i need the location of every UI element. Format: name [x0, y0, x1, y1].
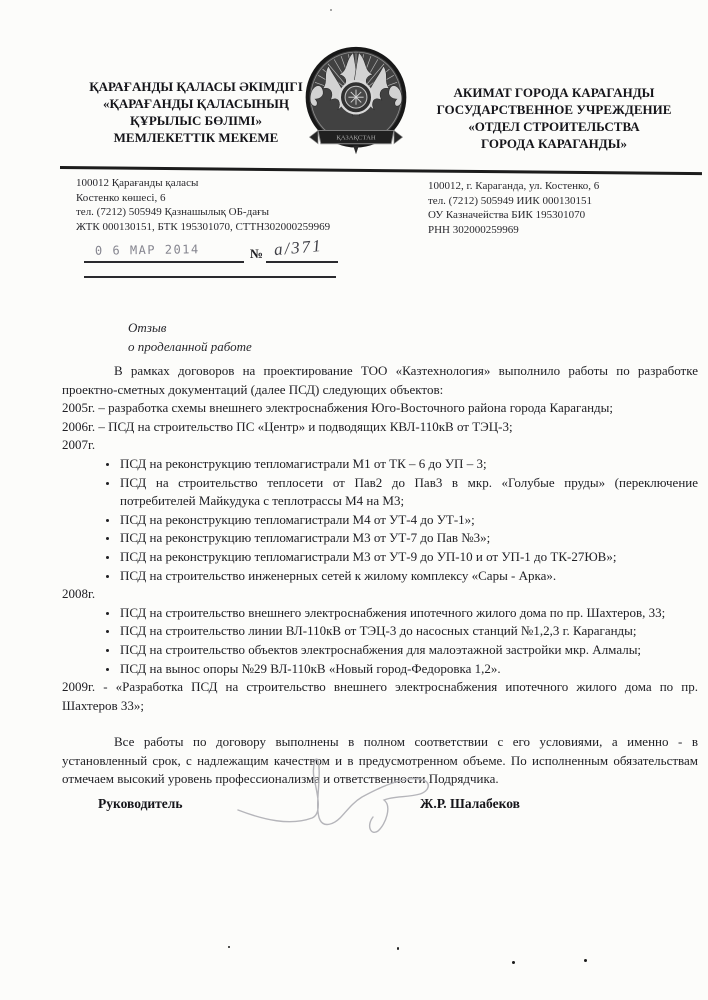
letter-title: [128, 318, 252, 356]
contact-line: тел. (7212) 505949 Қазнашылық ОБ-дағы: [76, 206, 269, 219]
list-item: • ПСД на строительство линии ВЛ-110кВ от ТЭЦ-3 до насосных станций №1,2,3 г. Караганды;: [119, 622, 698, 641]
contact-line: РНН 302000259969: [428, 223, 519, 236]
closing-paragraph: Все работы по договору выполнены в полном соответствии с его условиями, а именно - в установленный срок, с надлежащим качеством и в предусмотренном объеме. По исполненным обязательствам отмечаем высокий уровень профессионализма и ответственности Подрядчика.: [62, 734, 698, 787]
list-item: • ПСД на реконструкцию тепломагистрали М3 от УТ-7 до Пав №3»;: [119, 529, 698, 548]
contact-line: 100012 Қарағанды қаласы: [76, 177, 199, 189]
signer-title: Руководитель: [98, 796, 183, 811]
list-item: • ПСД на строительство теплосети от Пав2 до Пав3 в мкр. «Голубые пруды» (переключение потребителей Майкудука с теплотрассы М4 на М3;: [119, 474, 698, 511]
project-list-2007: [62, 455, 698, 585]
org-name-ru-line: ГОСУДАРСТВЕННОЕ УЧРЕЖДЕНИЕ: [436, 102, 672, 117]
list-item: • ПСД на реконструкцию тепломагистрали М1 от ТК – 6 до УП – 3;: [119, 455, 698, 474]
org-name-kazakh: [52, 78, 340, 146]
intro-paragraph: В рамках договоров на проектирование ТОО «Казтехнология» выполнило работы по разработке проектно-сметных документаций (далее ПСД) следующих объектов:: [62, 363, 698, 397]
list-item: • ПСД на строительство объектов электроснабжения для малоэтажной застройки мкр. Алмалы;: [119, 641, 698, 660]
signer-name: Ж.Р. Шалабеков: [420, 796, 520, 811]
scan-speck: [512, 961, 515, 964]
list-item: • ПСД на строительство инженерных сетей к жилому комплексу «Сары - Арка».: [119, 567, 698, 586]
handwritten-doc-number: а/371: [273, 235, 324, 260]
contact-line: ЖТК 000130151, БТК 195301070, СТТН302000259969: [76, 220, 331, 233]
contact-line: Костенко көшесі, 6: [76, 191, 166, 204]
org-name-ru-line: АКИМАТ ГОРОДА КАРАГАНДЫ: [453, 85, 655, 100]
letter-body: [62, 362, 698, 789]
contact-line: тел. (7212) 505949 ИИК 000130151: [428, 194, 592, 207]
kazakhstan-emblem-icon: [299, 36, 413, 166]
org-name-kk-line: ҚАРАҒАНДЫ ҚАЛАСЫ ӘКІМДІГІ: [89, 79, 303, 94]
header-divider-rule: [60, 166, 702, 175]
org-name-kk-line: ҚҰРЫЛЫС БӨЛІМІ»: [130, 113, 262, 128]
date-underline: [84, 261, 244, 263]
year-2008-heading: 2008г.: [62, 586, 96, 602]
contacts-russian: [428, 179, 698, 237]
number-sign-label: №: [250, 246, 264, 261]
reference-blank-line: [84, 276, 336, 278]
letter-title-line: Отзыв: [128, 320, 167, 335]
org-name-kk-line: МЕМЛЕКЕТТІК МЕКЕМЕ: [113, 130, 279, 145]
emblem-ribbon-text: ҚАЗАҚСТАН: [336, 134, 376, 142]
year-2007-heading: 2007г.: [62, 437, 96, 453]
org-name-russian: [408, 84, 700, 152]
contact-line: 100012, г. Караганда, ул. Костенко, 6: [428, 180, 600, 192]
contacts-kazakh: [76, 176, 406, 234]
year-2005-line: 2005г. – разработка схемы внешнего электроснабжения Юго-Восточного района города Караганды;: [62, 400, 614, 416]
org-name-kk-line: «ҚАРАҒАНДЫ ҚАЛАСЫНЫҢ: [102, 96, 290, 111]
org-name-ru-line: «ОТДЕЛ СТРОИТЕЛЬСТВА: [468, 119, 640, 134]
scan-speck: [397, 947, 399, 950]
org-name-ru-line: ГОРОДА КАРАГАНДЫ»: [480, 136, 627, 151]
list-item: • ПСД на реконструкцию тепломагистрали М3 от УТ-9 до УП-10 и от УП-1 до ТК-27ЮВ»;: [119, 548, 698, 567]
letter-title-line: о проделанной работе: [128, 339, 252, 354]
year-2006-line: 2006г. – ПСД на строительство ПС «Центр» и подводящих КВЛ-110кВ от ТЭЦ-3;: [62, 418, 513, 434]
scan-speck: [228, 946, 230, 948]
date-stamp: 0 6 МАР 2014: [94, 242, 200, 258]
list-item: • ПСД на вынос опоры №29 ВЛ-110кВ «Новый город-Федоровка 1,2».: [119, 660, 698, 679]
project-list-2008: [62, 604, 698, 678]
scan-speck: [584, 959, 587, 962]
scan-speck: [330, 9, 332, 11]
list-item: • ПСД на реконструкцию тепломагистрали М4 от УТ-4 до УТ-1»;: [119, 511, 698, 530]
year-2009-line: 2009г. - «Разработка ПСД на строительство внешнего электроснабжения ипотечного жилого дома по пр. Шахтеров 33»;: [62, 679, 698, 713]
list-item: • ПСД на строительство внешнего электроснабжения ипотечного жилого дома по пр. Шахтеров, 33;: [119, 604, 698, 623]
number-underline: [266, 261, 338, 263]
contact-line: ОУ Казначейства БИК 195301070: [428, 209, 586, 222]
